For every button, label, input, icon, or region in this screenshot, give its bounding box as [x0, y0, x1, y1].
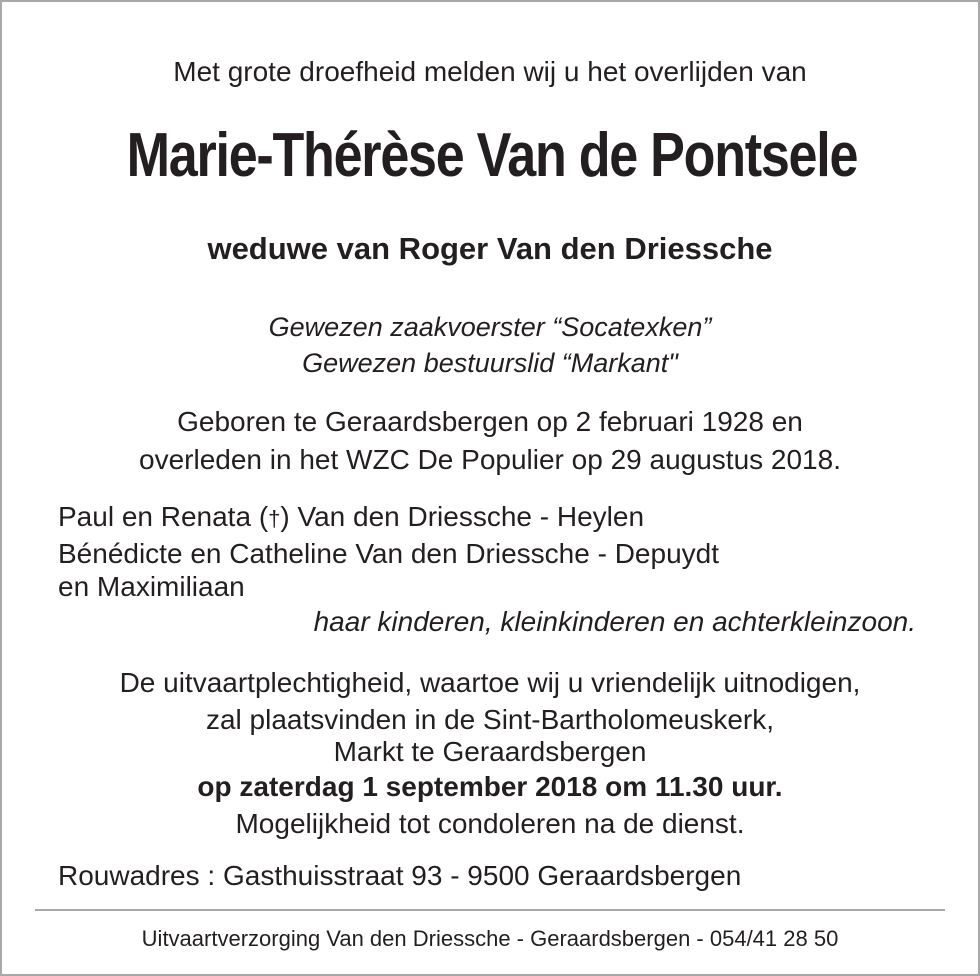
death-line: overleden in het WZC De Populier op 29 augustus 2018.: [139, 444, 841, 475]
funeral-line-3: Markt te Geraardsbergen: [333, 736, 647, 767]
birth-line: Geboren te Geraardsbergen op 2 februari 1928 en: [177, 406, 803, 437]
role-line-1: Gewezen zaakvoerster “Socatexken”: [268, 312, 712, 342]
funeral-director-footer: Uitvaartverzorging Van den Driessche - Geraardsbergen - 054/41 28 50: [141, 926, 839, 951]
mourning-address: Rouwadres : Gasthuisstraat 93 - 9500 Geraardsbergen: [58, 860, 742, 891]
family-signature: haar kinderen, kleinkinderen en achterkleinzoon.: [313, 606, 916, 637]
condolences-text: Mogelijkheid tot condoleren na de dienst.: [235, 808, 745, 839]
family-line-1: [58, 498, 644, 538]
family-line-3: en Maximiliaan: [58, 571, 245, 602]
intro-text: Met grote droefheid melden wij u het overlijden van: [173, 56, 807, 87]
deceased-name: Marie-Thérèse Van de Pontsele: [126, 121, 858, 190]
funeral-line-1: De uitvaartplechtigheid, waartoe wij u vriendelijk uitnodigen,: [119, 667, 861, 698]
family-line-2: Bénédicte en Catheline Van den Driessche - Depuydt: [58, 538, 719, 569]
cross-icon: †: [268, 506, 281, 531]
funeral-datetime: op zaterdag 1 september 2018 om 11.30 uur.: [197, 771, 783, 802]
funeral-line-2: zal plaatsvinden in de Sint-Bartholomeuskerk,: [205, 704, 775, 735]
family-line-1-end: ) Van den Driessche - Heylen: [280, 501, 645, 532]
role-line-2: Gewezen bestuurslid “Markant": [302, 348, 678, 378]
footer-divider: [35, 909, 945, 911]
family-line-1-start: Paul en Renata (: [58, 501, 269, 532]
widow-of-text: weduwe van Roger Van den Driessche: [207, 231, 773, 266]
